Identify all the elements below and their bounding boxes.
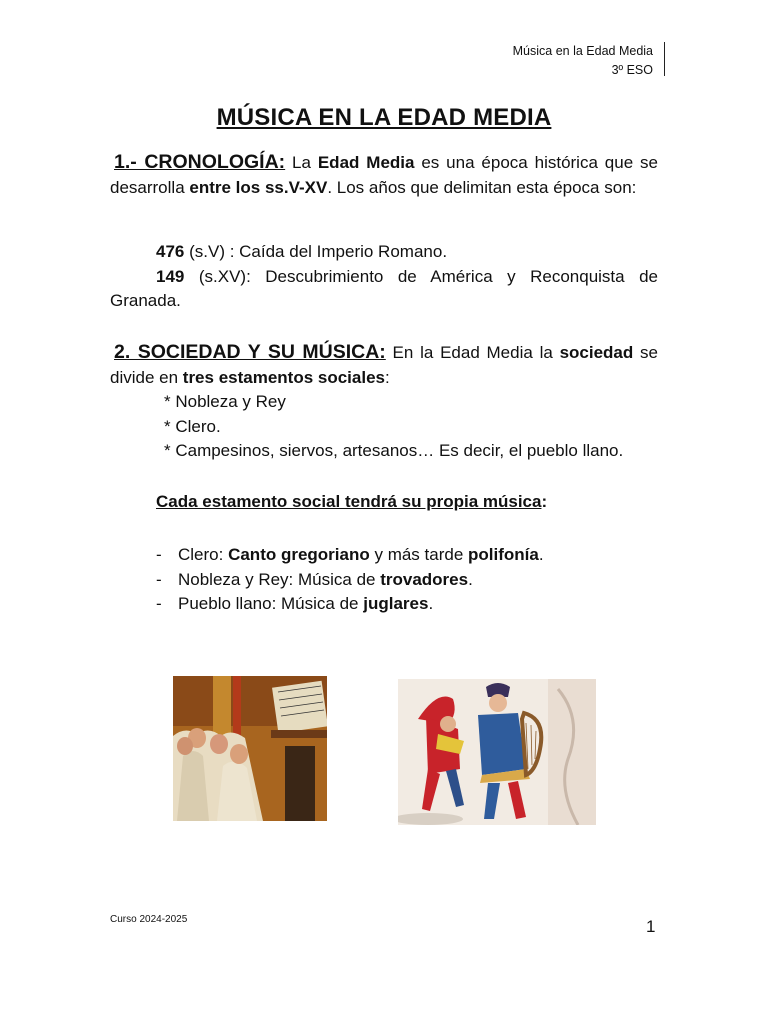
cronologia-heading: 1.- CRONOLOGÍA: (114, 151, 286, 173)
music-list (110, 543, 658, 617)
sociedad-heading: 2. SOCIEDAD Y SU MÚSICA: (114, 341, 386, 363)
page-number: 1 (646, 917, 656, 936)
monks-singing-illustration (173, 676, 327, 821)
footer-course: Curso 2024-2025 (110, 914, 188, 925)
header-divider (664, 42, 665, 76)
header-subject: Música en la Edad Media (512, 44, 653, 58)
dates-list (110, 240, 658, 314)
minstrels-illustration (398, 679, 596, 825)
estate-item: * Campesinos, siervos, artesanos… Es decir, el pueblo llano. (164, 441, 624, 460)
estate-item: * Clero. (164, 416, 221, 436)
page-title: MÚSICA EN LA EDAD MEDIA (216, 104, 552, 131)
music-item-pueblo: - Pueblo llano: Música de juglares. (110, 592, 658, 617)
date-item: 149 (s.XV): Descubrimiento de América y Reconquista de Granada. (110, 266, 658, 310)
music-subheading-line: Cada estamento social tendrá su propia música: (156, 492, 548, 511)
music-subheading: Cada estamento social tendrá su propia música (156, 492, 542, 511)
section-sociedad (110, 340, 658, 464)
header-grade: 3º ESO (611, 63, 653, 77)
estate-item: * Nobleza y Rey (164, 392, 286, 411)
date-item: 476 (s.V) : Caída del Imperio Romano. (156, 242, 448, 261)
music-item-clero: - Clero: Canto gregoriano y más tarde polifonía. (110, 543, 658, 568)
sociedad-paragraph: 2. SOCIEDAD Y SU MÚSICA: En la Edad Media la sociedad se divide en tres estamentos sociales: (110, 341, 658, 387)
music-item-nobleza: - Nobleza y Rey: Música de trovadores. (110, 568, 658, 593)
section-cronologia (110, 150, 658, 200)
running-header (513, 42, 653, 80)
cronologia-paragraph: 1.- CRONOLOGÍA: La Edad Media es una época histórica que se desarrolla entre los ss.V-XV. Los años que delimitan esta época son: (110, 151, 658, 197)
